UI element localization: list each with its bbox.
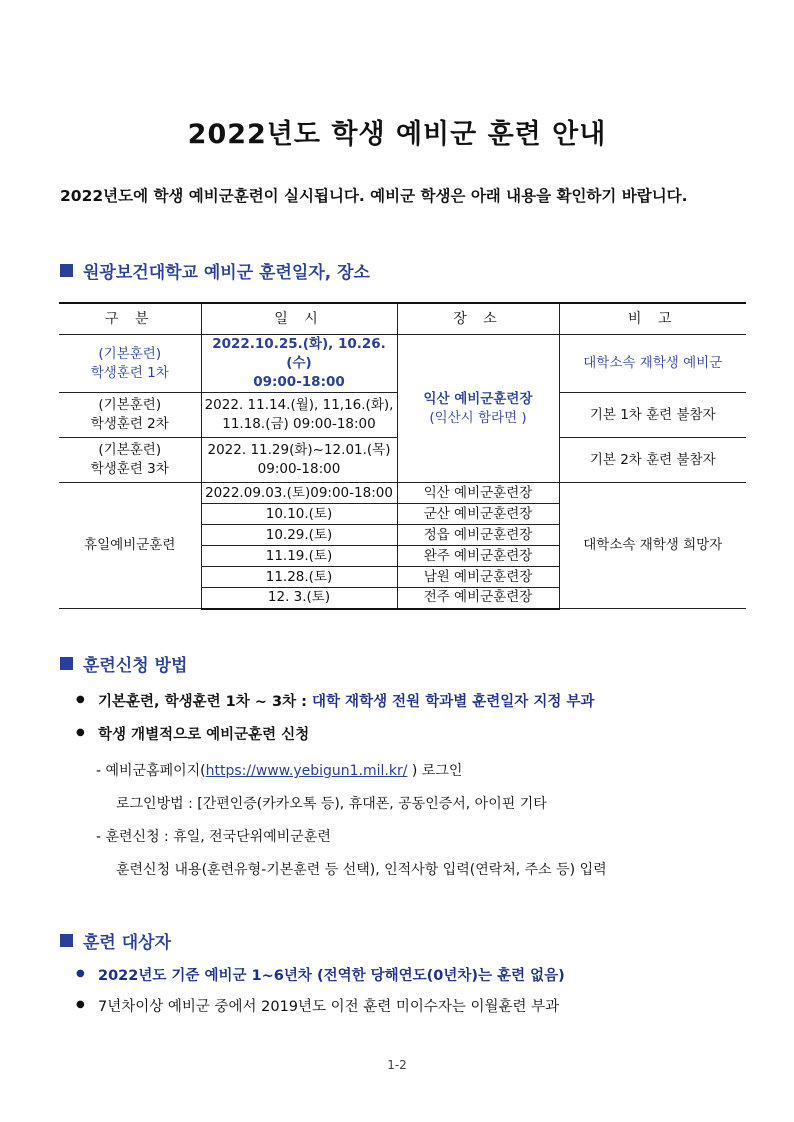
page-title: 2022년도 학생 예비군 훈련 안내 — [187, 119, 607, 150]
section-apply-title: 훈련신청 방법 — [83, 656, 188, 676]
header-category: 구 분 — [59, 303, 201, 335]
square-bullet-icon — [60, 264, 73, 277]
list-item: ● 2022년도 기준 예비군 1~6년차 (전역한 당해연도(0년차)는 훈련 없음) — [76, 964, 565, 995]
holiday-category: 휴일예비군훈련 — [59, 483, 201, 609]
row2-category: (기본훈련) 학생훈련 2차 — [59, 393, 201, 438]
apply-sub-1: - 예비군홈페이지(https://www.yebigun1.mil.kr/ ) 로그인 — [96, 763, 463, 779]
holiday-place: 정읍 예비군훈련장 — [397, 525, 559, 546]
row1-datetime: 2022.10.25.(화), 10.26.(수) 09:00-18:00 — [201, 335, 397, 393]
holiday-date: 2022.09.03.(토)09:00-18:00 — [201, 483, 397, 504]
row3-category: (기본훈련) 학생훈련 3차 — [59, 438, 201, 483]
schedule-table — [59, 302, 746, 610]
page-number: 1-2 — [387, 1058, 407, 1072]
holiday-place: 완주 예비군훈련장 — [397, 546, 559, 567]
row1-note: 대학소속 재학생 예비군 — [559, 335, 746, 393]
holiday-date: 12. 3.(토) — [201, 588, 397, 609]
table-row — [59, 483, 746, 504]
table-header-row — [59, 303, 746, 335]
holiday-date: 11.28.(토) — [201, 567, 397, 588]
table-row — [59, 335, 746, 393]
intro-text: 2022년도에 학생 예비군훈련이 실시됩니다. 예비군 학생은 아래 내용을 확인하기 바랍니다. — [60, 187, 688, 205]
assigned-training-text: 대학 재학생 전원 학과별 훈련일자 지정 부과 — [312, 694, 595, 710]
section-apply-heading — [60, 651, 187, 676]
square-bullet-icon — [60, 657, 73, 670]
list-item: ● 7년차이상 예비군 중에서 2019년도 이전 훈련 미이수자는 이월훈련 부과 — [76, 995, 565, 1026]
list-item: ● 기본훈련, 학생훈련 1차 ~ 3차 : 대학 재학생 전원 학과별 훈련일자 지정 부과 — [76, 690, 594, 723]
section-target-title: 훈련 대상자 — [83, 933, 172, 953]
target-list — [76, 964, 565, 1026]
holiday-place: 전주 예비군훈련장 — [397, 588, 559, 609]
holiday-date: 10.29.(토) — [201, 525, 397, 546]
header-note: 비 고 — [559, 303, 746, 335]
holiday-date: 11.19.(토) — [201, 546, 397, 567]
yebigun-homepage-link[interactable]: https://www.yebigun1.mil.kr/ — [205, 763, 408, 779]
header-datetime: 일 시 — [201, 303, 397, 335]
holiday-date: 10.10.(토) — [201, 504, 397, 525]
header-place: 장 소 — [397, 303, 559, 335]
row1-category: (기본훈련) 학생훈련 1차 — [59, 335, 201, 393]
holiday-place: 남원 예비군훈련장 — [397, 567, 559, 588]
holiday-place: 군산 예비군훈련장 — [397, 504, 559, 525]
section-schedule-title: 원광보건대학교 예비군 훈련일자, 장소 — [83, 263, 370, 283]
holiday-place: 익산 예비군훈련장 — [397, 483, 559, 504]
square-bullet-icon — [60, 934, 73, 947]
row3-note: 기본 2차 훈련 불참자 — [559, 438, 746, 483]
row2-note: 기본 1차 훈련 불참자 — [559, 393, 746, 438]
list-item: ● 학생 개별적으로 예비군훈련 신청 — [76, 723, 594, 756]
row2-datetime: 2022. 11.14.(월), 11,16.(화), 11.18.(금) 09:00-18:00 — [201, 393, 397, 438]
section-schedule-heading — [60, 258, 370, 283]
main-place-cell: 익산 예비군훈련장 (익산시 함라면 ) — [397, 335, 559, 483]
apply-sub-2: 로그인방법 : [간편인증(카카오톡 등), 휴대폰, 공동인증서, 아이핀 기타 — [116, 796, 547, 812]
apply-sub-4: 훈련신청 내용(훈련유형-기본훈련 등 선택), 인적사항 입력(연락처, 주소 등) 입력 — [116, 862, 607, 878]
apply-sub-3: - 훈련신청 : 휴일, 전국단위예비군훈련 — [96, 829, 331, 845]
apply-list — [76, 690, 594, 756]
holiday-note: 대학소속 재학생 희망자 — [559, 483, 746, 609]
section-target-heading — [60, 928, 171, 953]
row3-datetime: 2022. 11.29(화)~12.01.(목) 09:00-18:00 — [201, 438, 397, 483]
